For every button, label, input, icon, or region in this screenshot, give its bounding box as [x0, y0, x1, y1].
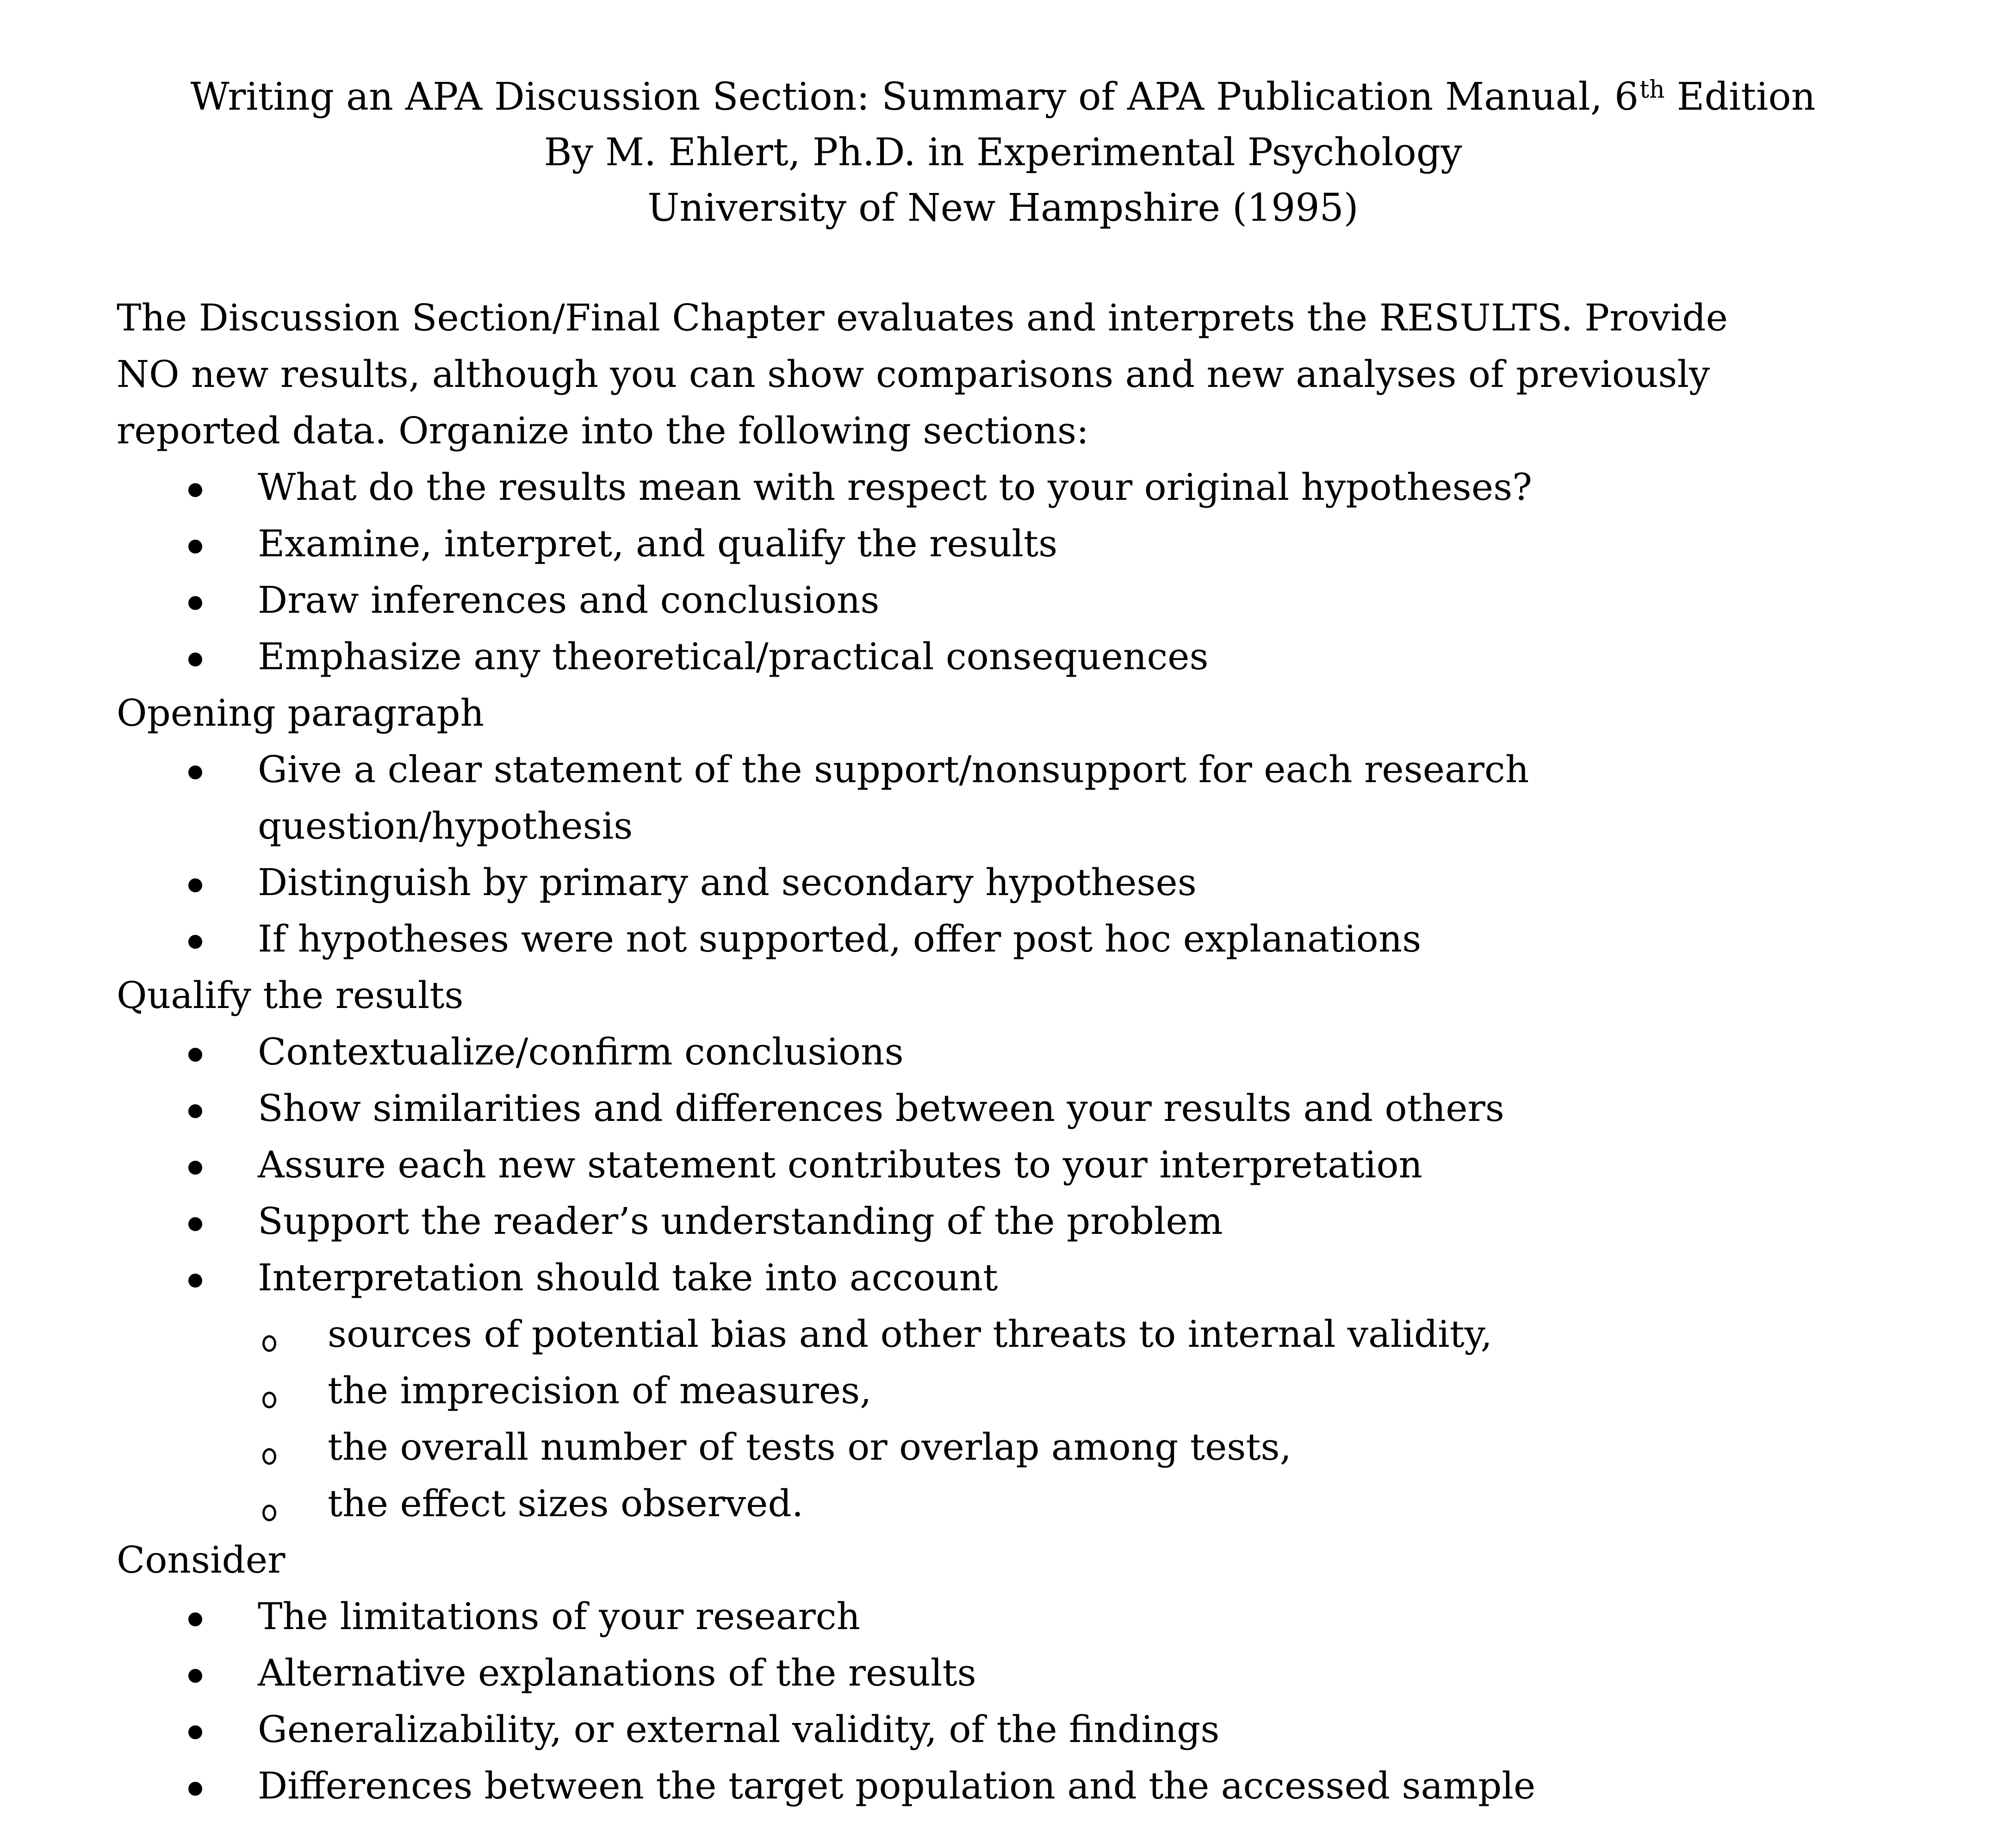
list-item: [117, 628, 1921, 685]
bullet-icon: [186, 1024, 205, 1080]
bullet-icon: [186, 1080, 205, 1137]
document-author: By M. Ehlert, Ph.D. in Experimental Psychology: [544, 131, 1462, 174]
list-item-text: Distinguish by primary and secondary hypotheses: [258, 861, 1197, 904]
list-item: [117, 1701, 1921, 1758]
list-item: [117, 1193, 1921, 1250]
list-item-text: Contextualize/confirm conclusions: [258, 1030, 904, 1073]
list-item: [117, 1080, 1921, 1137]
title-superscript: th: [1640, 76, 1665, 104]
title-edition: Edition: [1664, 75, 1816, 119]
list-item-text: Show similarities and differences between your results and others: [258, 1087, 1504, 1130]
list-item: [117, 1758, 1921, 1814]
document-title-block: [0, 69, 2006, 236]
document-body: [117, 290, 1921, 1814]
intro-line: reported data. Organize into the following sections:: [117, 409, 1089, 452]
bullet-icon: [186, 911, 205, 967]
bullet-icon: [186, 628, 205, 685]
bullet-icon: [186, 1701, 205, 1758]
list-item-text: The limitations of your research: [258, 1595, 861, 1638]
bullet-icon: [186, 1193, 205, 1250]
list-item: [117, 911, 1921, 967]
bullet-icon: [186, 854, 205, 911]
bullet-icon: [186, 1758, 205, 1814]
hollow-bullet-icon: [258, 1363, 281, 1419]
list-item: [117, 1024, 1921, 1080]
intro-line: The Discussion Section/Final Chapter evaluates and interprets the RESULTS. Provide: [117, 296, 1728, 339]
list-item: [117, 516, 1921, 572]
sub-list-item: [117, 1363, 1921, 1419]
list-item-text: What do the results mean with respect to your original hypotheses?: [258, 466, 1533, 509]
list-item-text: Support the reader’s understanding of the problem: [258, 1200, 1223, 1243]
document-title: [0, 69, 2006, 125]
sub-list-item: [117, 1475, 1921, 1532]
list-item: [117, 459, 1921, 516]
sub-list-item-text: the imprecision of measures,: [328, 1369, 872, 1412]
title-text: Writing an APA Discussion Section: Summary of APA Publication Manual, 6: [190, 75, 1639, 119]
bullet-icon: [186, 459, 205, 516]
bullet-icon: [186, 1250, 205, 1306]
bullet-icon: [186, 1588, 205, 1645]
sub-list-item: [117, 1306, 1921, 1363]
hollow-bullet-icon: [258, 1475, 281, 1532]
sub-list-item-text: the effect sizes observed.: [328, 1482, 804, 1525]
list-item: [117, 572, 1921, 628]
list-item-continuation: question/hypothesis: [258, 804, 633, 847]
bullet-icon: [186, 741, 205, 798]
list-item-text: Differences between the target population and the accessed sample: [258, 1764, 1536, 1807]
list-item: [117, 1137, 1921, 1193]
list-item: [117, 1588, 1921, 1645]
list-item: [117, 1250, 1921, 1306]
section-heading-consider: Consider: [117, 1538, 286, 1581]
list-item-text: Draw inferences and conclusions: [258, 579, 880, 622]
section-heading-opening: Opening paragraph: [117, 691, 484, 734]
sub-list-item-text: sources of potential bias and other threats to internal validity,: [328, 1313, 1492, 1356]
bullet-icon: [186, 1137, 205, 1193]
list-item: [117, 1645, 1921, 1701]
bullet-icon: [186, 516, 205, 572]
list-item-text: Examine, interpret, and qualify the results: [258, 522, 1058, 565]
list-item: [117, 741, 1921, 798]
sub-list-item-text: the overall number of tests or overlap among tests,: [328, 1425, 1292, 1468]
hollow-bullet-icon: [258, 1419, 281, 1475]
document-affiliation: University of New Hampshire (1995): [647, 186, 1359, 230]
list-item-text: Alternative explanations of the results: [258, 1651, 976, 1694]
list-item-text: Generalizability, or external validity, of the findings: [258, 1708, 1220, 1751]
hollow-bullet-icon: [258, 1306, 281, 1363]
list-item: [117, 854, 1921, 911]
sub-list-item: [117, 1419, 1921, 1475]
section-heading-qualify: Qualify the results: [117, 974, 464, 1017]
list-item-text: If hypotheses were not supported, offer post hoc explanations: [258, 917, 1422, 960]
list-item-text: Emphasize any theoretical/practical consequences: [258, 635, 1209, 678]
list-item-text: Assure each new statement contributes to your interpretation: [258, 1143, 1423, 1186]
bullet-icon: [186, 1645, 205, 1701]
list-item-text: Interpretation should take into account: [258, 1256, 998, 1299]
intro-line: NO new results, although you can show comparisons and new analyses of previously: [117, 353, 1710, 396]
bullet-icon: [186, 572, 205, 628]
list-item-text: Give a clear statement of the support/nonsupport for each research: [258, 748, 1529, 791]
